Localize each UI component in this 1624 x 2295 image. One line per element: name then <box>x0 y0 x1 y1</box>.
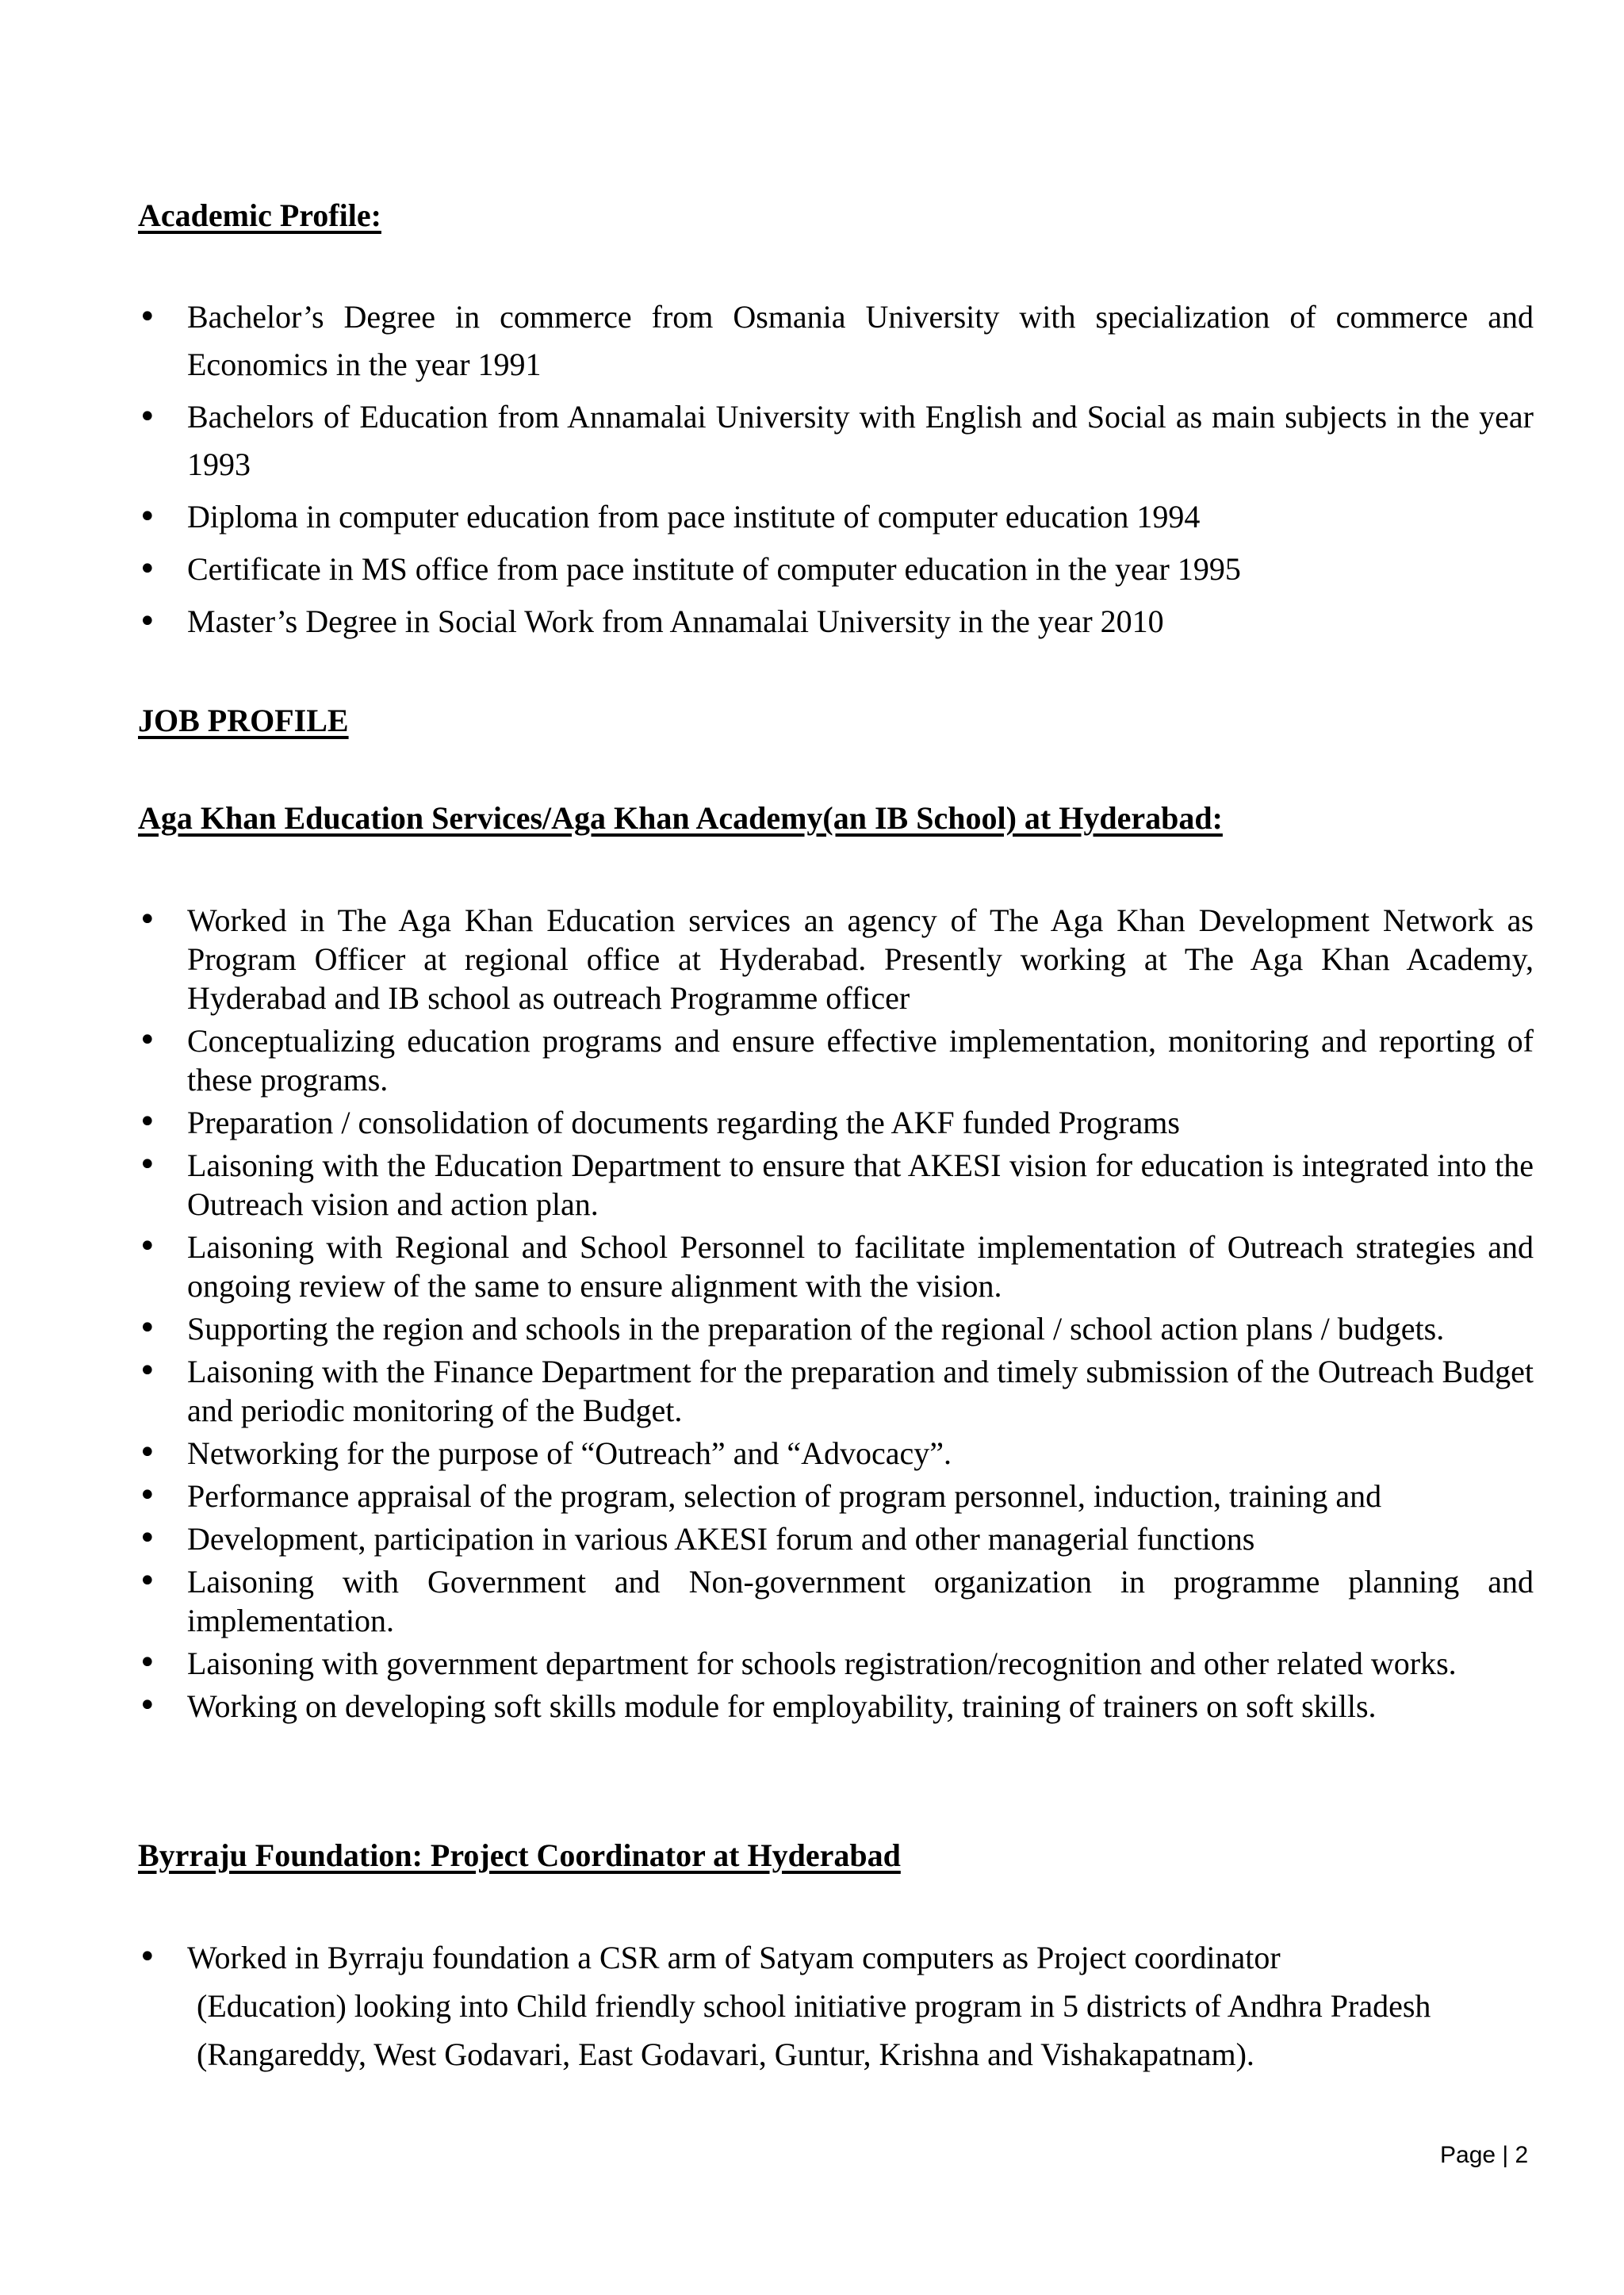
byrraju-duties-list <box>138 1933 1534 2079</box>
list-item: • Bachelors of Education from Annamalai University with English and Social as main subjects in the year 1993 <box>138 393 1534 489</box>
list-item: • Laisoning with Government and Non-government organization in programme planning and implementation. <box>138 1562 1534 1640</box>
list-item: • Worked in The Aga Khan Education services an agency of The Aga Khan Development Network as Program Officer at regional office at Hyderabad. Presently working at The Aga Khan Academy, Hyderabad and IB school as outreach Programme officer <box>138 901 1534 1017</box>
aga-khan-heading: Aga Khan Education Services/Aga Khan Academy(an IB School) at Hyderabad: <box>138 800 1223 836</box>
list-item: • Supporting the region and schools in the preparation of the regional / school action plans / budgets. <box>138 1309 1534 1348</box>
list-item: • Laisoning with the Education Department to ensure that AKESI vision for education is integrated into the Outreach vision and action plan. <box>138 1146 1534 1224</box>
byrraju-heading: Byrraju Foundation: Project Coordinator at Hyderabad <box>138 1837 901 1873</box>
list-item: • Laisoning with Regional and School Personnel to facilitate implementation of Outreach strategies and ongoing review of the same to ensure alignment with the vision. <box>138 1228 1534 1305</box>
byrraju-line-3: (Rangareddy, West Godavari, East Godavari, Guntur, Krishna and Vishakapatnam). <box>197 2036 1254 2072</box>
list-item: • Diploma in computer education from pace institute of computer education 1994 <box>138 493 1534 541</box>
byrraju-line-2: (Education) looking into Child friendly school initiative program in 5 districts of Andhra Pradesh <box>197 1988 1431 2024</box>
job-profile-heading: JOB PROFILE <box>138 703 349 738</box>
page-number: Page | 2 <box>1440 2142 1529 2168</box>
list-item: • Laisoning with the Finance Department for the preparation and timely submission of the Outreach Budget and periodic monitoring of the Budget. <box>138 1352 1534 1430</box>
list-item: • Laisoning with government department for schools registration/recognition and other related works. <box>138 1644 1534 1683</box>
list-item: • Networking for the purpose of “Outreach” and “Advocacy”. <box>138 1434 1534 1473</box>
list-item: • Conceptualizing education programs and ensure effective implementation, monitoring and reporting of these programs. <box>138 1021 1534 1099</box>
academic-profile-list <box>138 293 1534 650</box>
academic-profile-heading: Academic Profile: <box>138 197 381 233</box>
list-item: • Master’s Degree in Social Work from Annamalai University in the year 2010 <box>138 598 1534 646</box>
aga-khan-duties-list <box>138 901 1534 1730</box>
list-item: • Bachelor’s Degree in commerce from Osmania University with specialization of commerce and Economics in the year 1991 <box>138 293 1534 389</box>
byrraju-line-1: Worked in Byrraju foundation a CSR arm of Satyam computers as Project coordinator <box>187 1940 1281 1975</box>
list-item: • Working on developing soft skills module for employability, training of trainers on soft skills. <box>138 1687 1534 1726</box>
list-item: • Certificate in MS office from pace institute of computer education in the year 1995 <box>138 546 1534 593</box>
list-item: • Performance appraisal of the program, selection of program personnel, induction, training and <box>138 1477 1534 1515</box>
list-item: • Development, participation in various AKESI forum and other managerial functions <box>138 1519 1534 1558</box>
list-item <box>138 1933 1534 2079</box>
list-item: • Preparation / consolidation of documents regarding the AKF funded Programs <box>138 1103 1534 1142</box>
